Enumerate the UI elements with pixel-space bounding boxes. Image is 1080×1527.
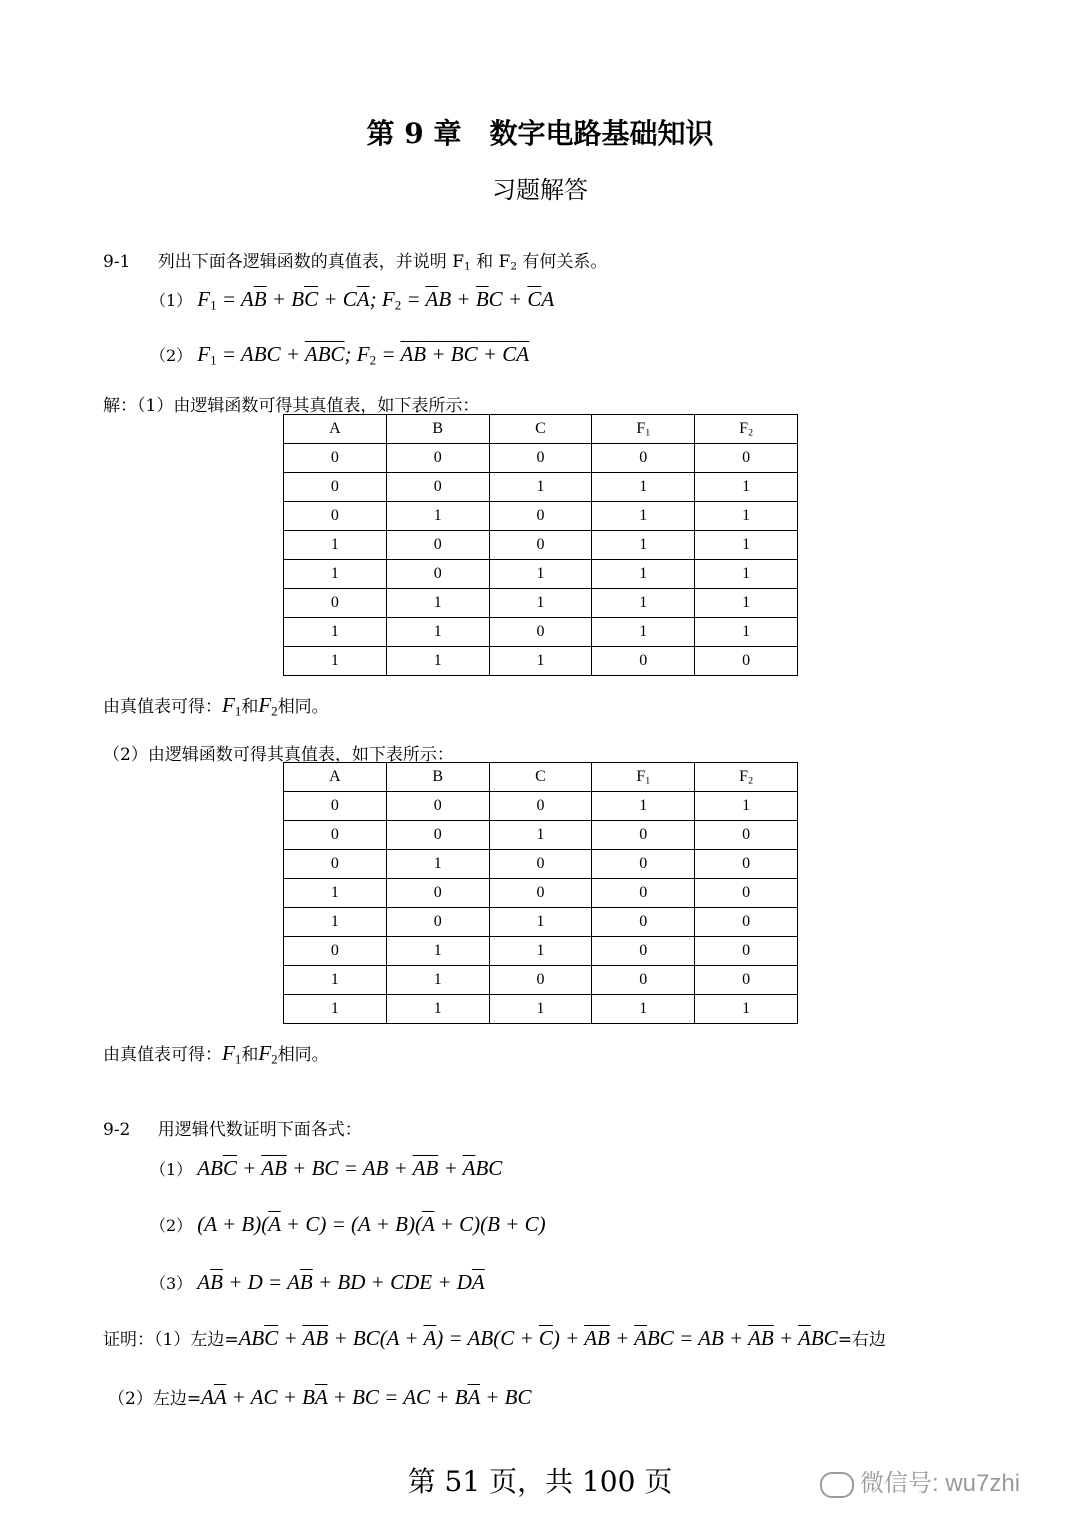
table-row	[284, 937, 798, 966]
header-cell: C	[489, 415, 592, 444]
question-number: 9-1	[103, 252, 131, 272]
table-cell: 1	[592, 792, 695, 821]
header-cell: B	[386, 763, 489, 792]
truth-table-2	[283, 762, 798, 1024]
table-cell: 0	[489, 966, 592, 995]
table-row	[284, 560, 798, 589]
table-cell: 0	[695, 908, 798, 937]
solution-2-intro: （2）由逻辑函数可得其真值表，如下表所示：	[103, 745, 454, 765]
header-cell: B	[386, 415, 489, 444]
proof-suffix: =右边	[837, 1330, 886, 1350]
table-cell: 0	[489, 879, 592, 908]
subscript: 2	[510, 260, 518, 273]
table-cell: 0	[386, 879, 489, 908]
table-cell: 1	[592, 502, 695, 531]
equation-9-2-2: （2） $(A + B)(\overline{A} + C) = (A + B)(\overline{A} + C)(B + C)$	[150, 1212, 546, 1236]
header-cell: $F_2$	[695, 763, 798, 792]
table-cell: 1	[386, 850, 489, 879]
table-header-row	[284, 415, 798, 444]
table-row	[284, 647, 798, 676]
section-subtitle: 习题解答	[492, 176, 588, 204]
table-cell: 1	[695, 473, 798, 502]
table-row	[284, 531, 798, 560]
table-cell: 0	[695, 850, 798, 879]
proof-prefix: （2）左边=	[108, 1389, 202, 1409]
header-cell: $F_1$	[592, 415, 695, 444]
table-cell: 0	[386, 531, 489, 560]
table-cell: 1	[386, 618, 489, 647]
subscript: 1	[464, 260, 471, 273]
table-cell: 1	[695, 531, 798, 560]
table-cell: 0	[386, 560, 489, 589]
item-label: （1）	[150, 291, 193, 310]
table-cell: 1	[592, 618, 695, 647]
table-cell: 0	[592, 879, 695, 908]
header-cell: $F_2$	[695, 415, 798, 444]
table-cell: 1	[695, 589, 798, 618]
conclusion-prefix: 由真值表可得：	[103, 697, 222, 717]
watermark	[820, 1463, 1020, 1498]
chapter-title: 第 9 章 数字电路基础知识	[366, 117, 714, 150]
equation-9-1-2: （2） $F_1$ = ABC + $\overline{A}\overline{B}\overline{C}$; $F_2$ = AB + BC + CA	[150, 342, 530, 368]
table-row	[284, 792, 798, 821]
table-row	[284, 473, 798, 502]
table-row	[284, 908, 798, 937]
conclusion-suffix: 相同。	[277, 697, 329, 717]
table-row	[284, 879, 798, 908]
question-prompt: 列出下面各逻辑函数的真值表，并说明 F	[157, 252, 464, 272]
conclusion-and: 和	[241, 1045, 259, 1065]
table-cell: 0	[489, 502, 592, 531]
table-cell: 1	[284, 966, 387, 995]
table-cell: 0	[592, 966, 695, 995]
table-cell: 1	[284, 531, 387, 560]
conclusion-prefix: 由真值表可得：	[103, 1045, 222, 1065]
table-cell: 1	[489, 937, 592, 966]
chat-bubble-icon	[820, 1472, 854, 1498]
table-cell: 0	[695, 647, 798, 676]
equation-9-2-1: （1） $AB\overline{C} + \overline{A}\overline{B}$ + BC = AB + $\overline{A}\overline{B} + \overline{A}BC$	[150, 1156, 503, 1180]
table-cell: 0	[489, 531, 592, 560]
table-cell: 0	[284, 589, 387, 618]
question-prompt-mid: 和 F	[470, 252, 511, 272]
table-cell: 1	[386, 502, 489, 531]
question-9-1	[103, 247, 607, 273]
table-cell: 1	[695, 792, 798, 821]
table-cell: 1	[489, 995, 592, 1024]
table-row	[284, 589, 798, 618]
table-cell: 1	[592, 560, 695, 589]
table-cell: 0	[695, 966, 798, 995]
table-cell: 0	[592, 821, 695, 850]
table-cell: 1	[284, 560, 387, 589]
question-prompt: 用逻辑代数证明下面各式：	[157, 1120, 362, 1140]
table-row	[284, 850, 798, 879]
table-cell: 0	[284, 821, 387, 850]
table-cell: 1	[489, 473, 592, 502]
table-cell: 1	[284, 647, 387, 676]
table-cell: 0	[284, 502, 387, 531]
table-cell: 1	[592, 473, 695, 502]
table-cell: 1	[284, 995, 387, 1024]
solution-1-intro: 解：（1）由逻辑函数可得其真值表，如下表所示：	[103, 396, 480, 416]
table-cell: 0	[695, 444, 798, 473]
header-cell: A	[284, 763, 387, 792]
table-cell: 0	[284, 850, 387, 879]
question-9-2	[103, 1115, 362, 1140]
table-cell: 0	[592, 937, 695, 966]
table-cell: 1	[695, 560, 798, 589]
table-cell: 1	[695, 995, 798, 1024]
equation-9-2-3: （3） $A\overline{B} + D = A\overline{B}$ + BD + CDE + $D\overline{A}$	[150, 1270, 485, 1294]
table-cell: 0	[284, 473, 387, 502]
table-row	[284, 502, 798, 531]
table-cell: 0	[489, 850, 592, 879]
table-cell: 0	[386, 473, 489, 502]
table-row	[284, 966, 798, 995]
table-cell: 0	[695, 879, 798, 908]
conclusion-and: 和	[241, 697, 259, 717]
watermark-text: 微信号: wu7zhi	[860, 1470, 1021, 1497]
item-label: （1）	[150, 1160, 193, 1179]
table-cell: 0	[695, 821, 798, 850]
table-cell: 1	[386, 966, 489, 995]
question-prompt-end: 有何关系。	[517, 252, 608, 272]
table-cell: 1	[284, 618, 387, 647]
table-cell: 0	[386, 444, 489, 473]
table-cell: 0	[592, 850, 695, 879]
table-row	[284, 618, 798, 647]
table-cell: 0	[592, 647, 695, 676]
table-cell: 0	[489, 792, 592, 821]
table-cell: 1	[386, 589, 489, 618]
proof-line-1: 证明：（1）左边$=AB\overline{C} + \overline{A}\overline{B} + BC(A + \overline{A}) = AB(C + \overline{C}) + \overline{A}\overline{B} + \overline{A}BC$ = AB + $\overline{A}\overline{B} + \overline{A}BC=$右边	[103, 1326, 886, 1350]
proof-line-2: （2）左边$=A\overline{A}$ + AC + $B\overline{A}$ + BC = AC + $B\overline{A}$ + BC	[108, 1385, 532, 1409]
table-cell: 1	[489, 908, 592, 937]
page-footer: 第 51 页，共 100 页	[407, 1465, 673, 1498]
table-cell: 1	[284, 908, 387, 937]
table-cell: 0	[386, 792, 489, 821]
table-cell: 0	[489, 444, 592, 473]
table-row	[284, 821, 798, 850]
item-label: （2）	[150, 1216, 193, 1235]
table-cell: 1	[695, 502, 798, 531]
table-cell: 0	[592, 908, 695, 937]
question-number: 9-2	[103, 1120, 131, 1140]
table-row	[284, 995, 798, 1024]
table-cell: 1	[284, 879, 387, 908]
item-label: （2）	[150, 346, 193, 365]
table-cell: 1	[489, 589, 592, 618]
item-label: （3）	[150, 1274, 193, 1293]
table-cell: 0	[284, 937, 387, 966]
table-cell: 0	[695, 937, 798, 966]
table-cell: 0	[489, 618, 592, 647]
header-cell: $F_1$	[592, 763, 695, 792]
solution-2-conclusion: 由真值表可得：$F_1$和$F_2$相同。	[103, 1041, 329, 1067]
conclusion-suffix: 相同。	[277, 1045, 329, 1065]
table-header-row	[284, 763, 798, 792]
table-cell: 1	[386, 647, 489, 676]
proof-prefix: 证明：（1）左边=	[103, 1330, 239, 1350]
table-row	[284, 444, 798, 473]
table-cell: 1	[489, 560, 592, 589]
table-cell: 1	[592, 589, 695, 618]
solution-1-conclusion: 由真值表可得：$F_1$和$F_2$相同。	[103, 693, 329, 719]
table-cell: 1	[489, 821, 592, 850]
table-cell: 1	[489, 647, 592, 676]
table-cell: 1	[592, 531, 695, 560]
header-cell: A	[284, 415, 387, 444]
table-cell: 1	[386, 937, 489, 966]
table-cell: 0	[592, 444, 695, 473]
truth-table-1	[283, 414, 798, 676]
table-cell: 0	[386, 908, 489, 937]
table-cell: 0	[284, 792, 387, 821]
equation-9-1-1: （1） $F_1 = A\overline{B} + B\overline{C} + C\overline{A}$; $F_2 = \overline{A}B + \overline{B}C + \overline{C}A$	[150, 287, 555, 313]
header-cell: C	[489, 763, 592, 792]
table-cell: 0	[284, 444, 387, 473]
table-cell: 1	[592, 995, 695, 1024]
table-cell: 0	[386, 821, 489, 850]
table-cell: 1	[695, 618, 798, 647]
table-cell: 1	[386, 995, 489, 1024]
